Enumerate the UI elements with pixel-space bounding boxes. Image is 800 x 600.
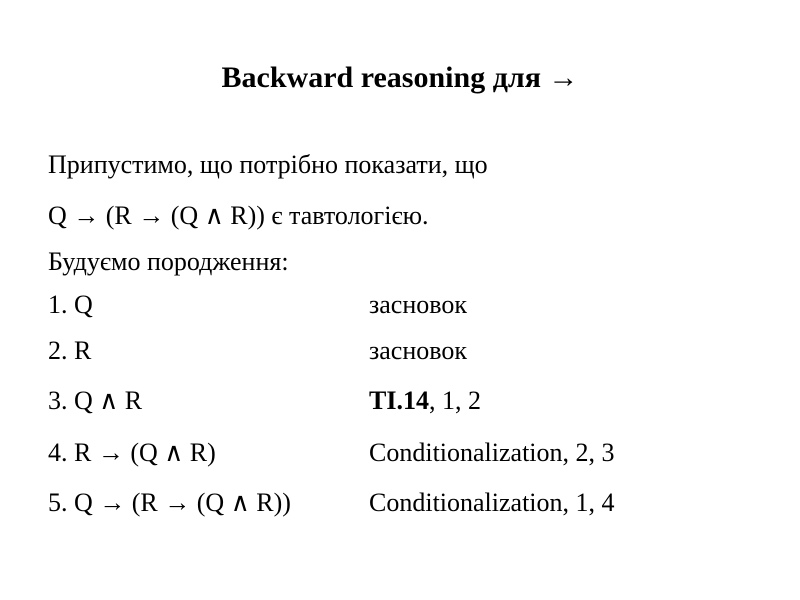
derivation-step-3: [48, 385, 768, 417]
step-justification: засновок: [369, 336, 467, 365]
step-formula: 2. R: [48, 336, 92, 365]
step-justification-refs: , 1, 2: [428, 386, 481, 415]
derivation-step-2: [48, 335, 768, 367]
step-formula: 4. R → (Q ∧ R): [48, 438, 216, 467]
step-justification: Conditionalization, 2, 3: [369, 438, 615, 467]
intro-line-2: Q → (R → (Q ∧ R)) є тавтологією.: [48, 201, 429, 230]
step-justification: [369, 385, 481, 417]
step-formula: 1. Q: [48, 290, 93, 319]
derivation-step-1: [48, 289, 768, 321]
step-justification: засновок: [369, 290, 467, 319]
slide-title: Backward reasoning для →: [221, 61, 579, 94]
intro-line-3: Будуємо породження:: [48, 247, 289, 276]
intro-line-1: Припустимо, що потрібно показати, що: [48, 150, 488, 179]
derivation-step-4: [48, 437, 768, 469]
step-justification: Conditionalization, 1, 4: [369, 488, 615, 517]
derivation-step-5: [48, 487, 768, 519]
step-formula: 3. Q ∧ R: [48, 386, 143, 415]
step-formula: 5. Q → (R → (Q ∧ R)): [48, 488, 291, 517]
rule-name: TI.14: [369, 386, 429, 415]
